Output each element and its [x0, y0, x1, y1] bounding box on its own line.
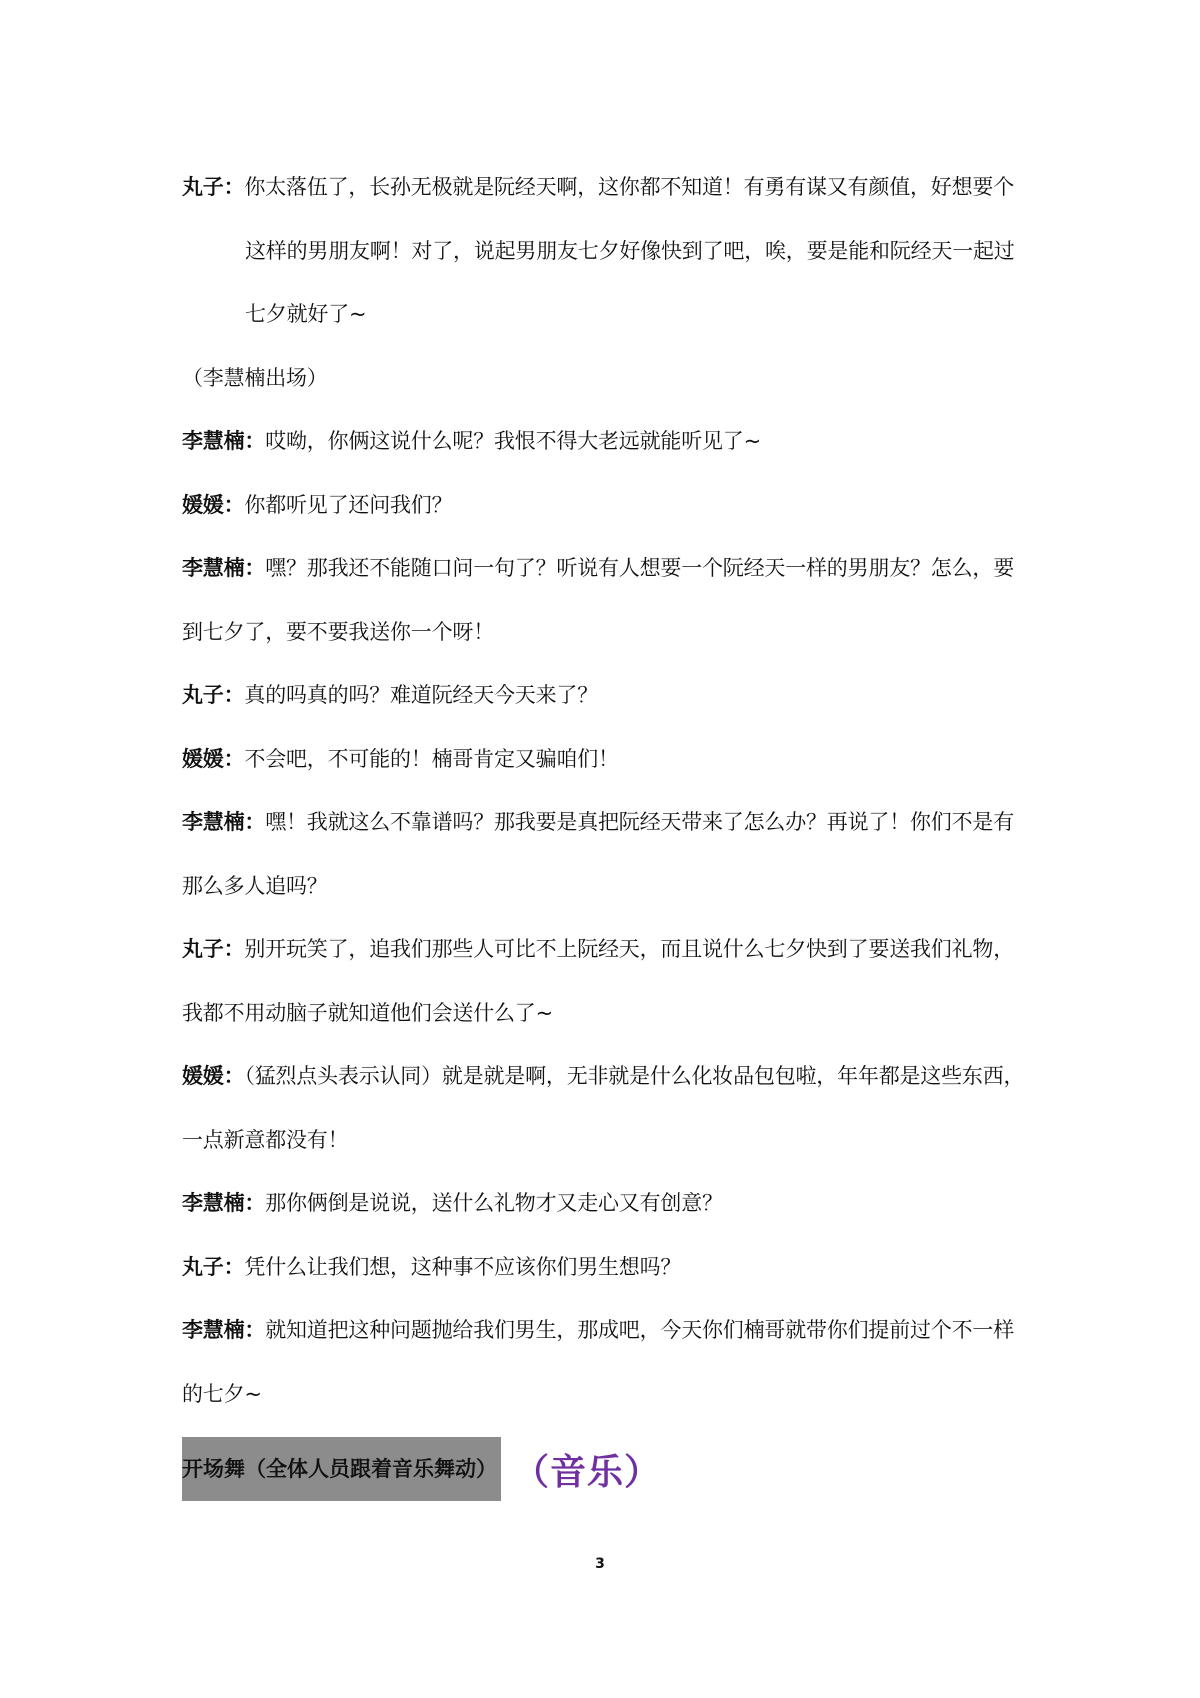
dialogue-line — [182, 1045, 1032, 1109]
speaker-name: 媛媛： — [182, 1064, 245, 1088]
stage-note-text: （李慧楠出场） — [182, 365, 328, 390]
speaker-name: 丸子： — [182, 175, 245, 199]
dialogue-continuation — [182, 855, 1032, 919]
dialogue-text: 到七夕了，要不要我送你一个呀！ — [182, 619, 494, 644]
dialogue-text: 那你俩倒是说说，送什么礼物才又走心又有创意？ — [265, 1191, 723, 1215]
dialogue-text: 一点新意都没有！ — [182, 1127, 349, 1152]
opening-dance-highlight: 开场舞（全体人员跟着音乐舞动） — [182, 1437, 501, 1501]
dialogue-text: 七夕就好了~ — [245, 302, 367, 326]
dialogue-line — [182, 918, 1032, 982]
dialogue-line — [182, 1299, 1032, 1363]
page-number: 3 — [595, 1556, 605, 1572]
speaker-name: 李慧楠： — [182, 429, 266, 453]
dialogue-continuation — [182, 1363, 1032, 1427]
dialogue-text: 嘿！我就这么不靠谱吗？那我要是真把阮经天带来了怎么办？再说了！你们不是有 — [265, 810, 1014, 834]
dialogue-line — [182, 1172, 1032, 1236]
dialogue-text: 这样的男朋友啊！对了，说起男朋友七夕好像快到了吧，唉，要是能和阮经天一起过 — [245, 238, 1015, 263]
speaker-name: 李慧楠： — [182, 556, 266, 580]
dialogue-text: 凭什么让我们想，这种事不应该你们男生想吗？ — [244, 1254, 682, 1279]
dialogue-continuation — [182, 283, 1032, 347]
script-body — [182, 156, 1032, 1502]
dialogue-continuation — [182, 601, 1032, 665]
dialogue-line — [182, 791, 1032, 855]
dialogue-line — [182, 156, 1032, 220]
dialogue-text: 的七夕~ — [182, 1381, 262, 1406]
dialogue-text: 嘿？那我还不能随口问一句了？听说有人想要一个阮经天一样的男朋友？怎么，要 — [265, 556, 1014, 580]
dialogue-text: 那么多人追吗？ — [182, 873, 328, 898]
dialogue-text: 我都不用动脑子就知道他们会送什么了~ — [182, 1000, 553, 1025]
dialogue-line — [182, 728, 1032, 792]
speaker-name: 媛媛： — [182, 746, 245, 771]
speaker-name: 媛媛： — [182, 492, 245, 517]
speaker-name: 丸子： — [182, 937, 245, 961]
dialogue-text: 哎呦，你俩这说什么呢？我恨不得大老远就能听见了~ — [265, 429, 761, 453]
dialogue-line — [182, 474, 1032, 538]
dialogue-text: 别开玩笑了，追我们那些人可比不上阮经天，而且说什么七夕快到了要送我们礼物， — [244, 937, 1015, 961]
dialogue-line — [182, 537, 1032, 601]
speaker-name: 丸子： — [182, 683, 245, 707]
speaker-name: 丸子： — [182, 1254, 245, 1279]
dialogue-text: 就知道把这种问题抛给我们男生，那成吧，今天你们楠哥就带你们提前过个不一样 — [265, 1318, 1014, 1342]
dialogue-line — [182, 664, 1032, 728]
dialogue-text: 真的吗真的吗？难道阮经天今天来了？ — [244, 683, 599, 707]
dialogue-line — [182, 410, 1032, 474]
dialogue-line — [182, 1236, 1032, 1300]
speaker-name: 李慧楠： — [182, 1191, 266, 1215]
dialogue-continuation — [182, 1109, 1032, 1173]
speaker-name: 李慧楠： — [182, 810, 266, 834]
opening-dance-direction — [182, 1436, 1032, 1502]
dialogue-text: 不会吧，不可能的！楠哥肯定又骗咱们！ — [244, 746, 619, 771]
stage-note — [182, 347, 1032, 411]
dialogue-continuation — [182, 220, 1032, 284]
dialogue-text: 你都听见了还问我们？ — [244, 492, 453, 517]
dialogue-continuation — [182, 982, 1032, 1046]
music-cue: （音乐） — [513, 1451, 662, 1493]
dialogue-text: （猛烈点头表示认同）就是就是啊，无非就是什么化妆品包包啦，年年都是这些东西， — [244, 1064, 1025, 1088]
dialogue-text: 你太落伍了，长孙无极就是阮经天啊，这你都不知道！有勇有谋又有颜值，好想要个 — [244, 175, 1015, 199]
speaker-name: 李慧楠： — [182, 1318, 266, 1342]
